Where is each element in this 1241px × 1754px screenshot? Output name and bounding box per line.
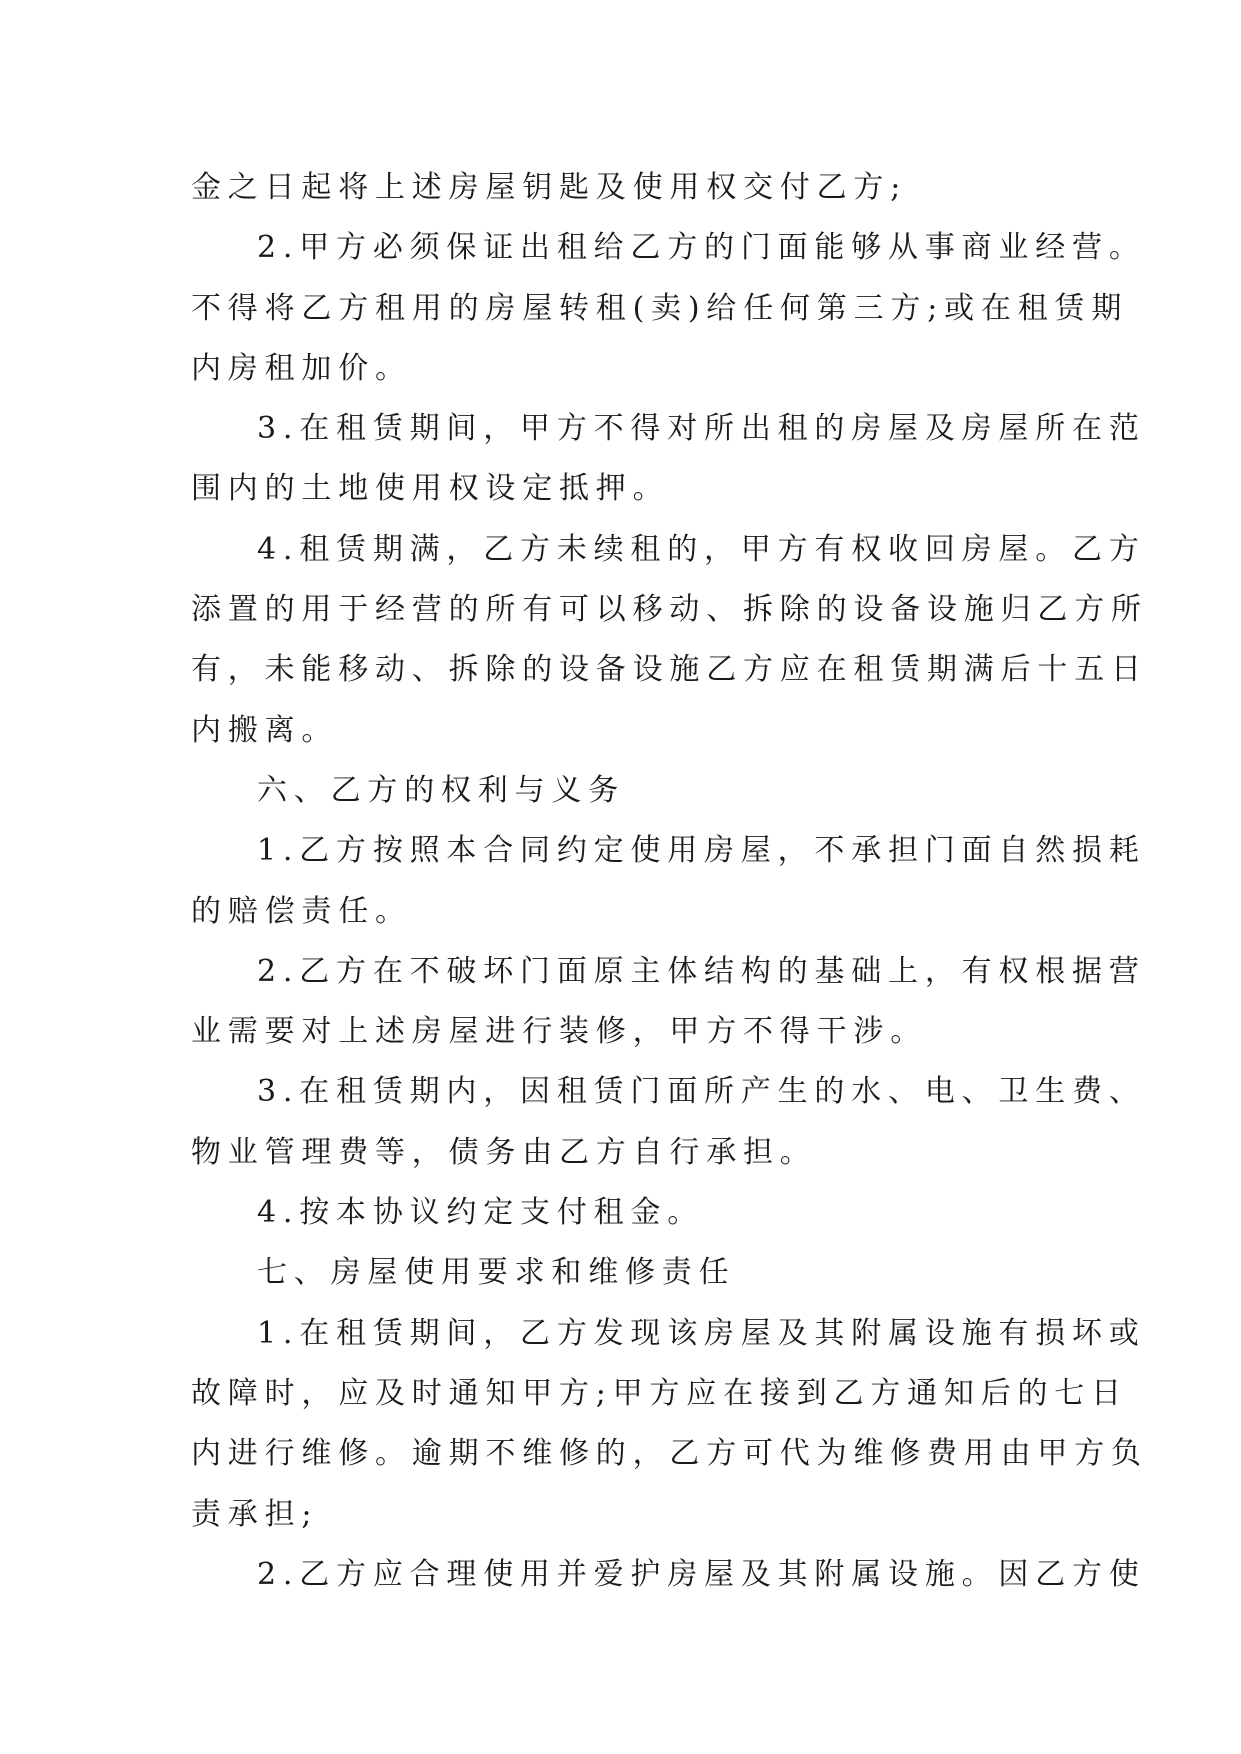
text-line: 围内的土地使用权设定抵押。	[191, 471, 670, 507]
text-line: 3.在租赁期内，因租赁门面所产生的水、电、卫生费、	[257, 1074, 1146, 1110]
text-line: 添置的用于经营的所有可以移动、拆除的设备设施归乙方所	[191, 592, 1148, 628]
text-line: 2.乙方在不破坏门面原主体结构的基础上，有权根据营	[257, 953, 1146, 989]
text-line: 4.租赁期满，乙方未续租的，甲方有权收回房屋。乙方	[257, 531, 1146, 567]
text-line: 不得将乙方租用的房屋转租(卖)给任何第三方;或在租赁期	[191, 290, 1129, 326]
text-line: 故障时，应及时通知甲方;甲方应在接到乙方通知后的七日	[191, 1375, 1128, 1411]
text-line: 业需要对上述房屋进行装修，甲方不得干涉。	[191, 1014, 927, 1050]
text-line: 责承担;	[191, 1496, 319, 1532]
text-line: 内房租加价。	[191, 350, 412, 386]
text-line: 2.乙方应合理使用并爱护房屋及其附属设施。因乙方使	[257, 1556, 1146, 1592]
text-line: 1.乙方按照本合同约定使用房屋，不承担门面自然损耗	[257, 833, 1146, 869]
text-line: 有，未能移动、拆除的设备设施乙方应在租赁期满后十五日	[191, 652, 1148, 688]
text-line: 金之日起将上述房屋钥匙及使用权交付乙方;	[191, 170, 908, 205]
text-line: 内进行维修。逾期不维修的，乙方可代为维修费用由甲方负	[191, 1436, 1148, 1472]
document-body	[191, 158, 1148, 1605]
text-line: 内搬离。	[191, 712, 339, 748]
section-heading: 六、乙方的权利与义务	[257, 772, 625, 808]
section-heading: 七、房屋使用要求和维修责任	[257, 1255, 736, 1291]
text-line: 2.甲方必须保证出租给乙方的门面能够从事商业经营。	[257, 230, 1146, 266]
text-line: 3.在租赁期间，甲方不得对所出租的房屋及房屋所在范	[257, 411, 1146, 447]
text-line: 4.按本协议约定支付租金。	[257, 1195, 705, 1231]
text-line: 1.在租赁期间，乙方发现该房屋及其附属设施有损坏或	[257, 1315, 1146, 1351]
text-line: 的赔偿责任。	[191, 893, 412, 929]
text-line: 物业管理费等，债务由乙方自行承担。	[191, 1134, 817, 1170]
